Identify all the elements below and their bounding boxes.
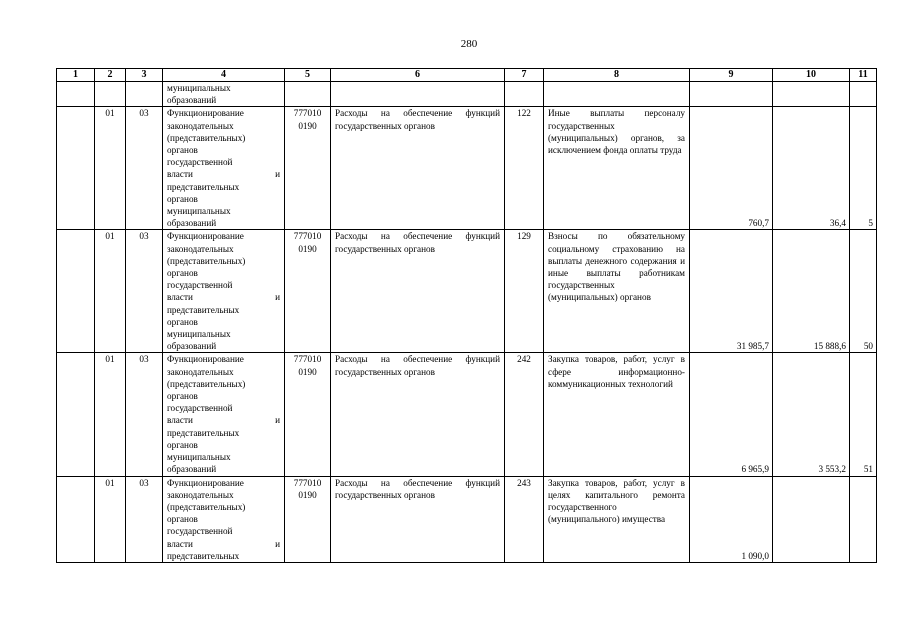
amount-col-10: 15 888,6	[773, 230, 850, 353]
expense-type-name: Закупка товаров, работ, услуг в сфере информационно-коммуникационных технологий	[544, 353, 690, 476]
header-col-5: 5	[285, 69, 331, 82]
expense-name: Расходы на обеспечение функций государственных органов	[331, 107, 505, 230]
amount-col-10	[773, 476, 850, 562]
header-col-10: 10	[773, 69, 850, 82]
section-code: 01	[95, 476, 126, 562]
table-row	[57, 476, 877, 562]
expense-type-code: 243	[505, 476, 544, 562]
table-row	[57, 107, 877, 230]
section-name: Функционирование законодательных (представительных) органов государственной власти и представительных	[163, 476, 285, 562]
expense-name: Расходы на обеспечение функций государственных органов	[331, 353, 505, 476]
expense-type-name: Взносы по обязательному социальному страхованию на выплаты денежного содержания и иные выплаты работникам государственных (муниципальных) органов	[544, 230, 690, 353]
amount-col-10: 36,4	[773, 107, 850, 230]
amount-col-9: 6 965,9	[690, 353, 773, 476]
header-col-6: 6	[331, 69, 505, 82]
subsection-code: 03	[126, 230, 163, 353]
header-col-11: 11	[850, 69, 877, 82]
section-code: 01	[95, 353, 126, 476]
target-article-code: 777010 0190	[285, 230, 331, 353]
section-code: 01	[95, 107, 126, 230]
header-col-3: 3	[126, 69, 163, 82]
header-col-7: 7	[505, 69, 544, 82]
amount-col-10: 3 553,2	[773, 353, 850, 476]
page-number: 280	[460, 38, 478, 50]
header-col-1: 1	[57, 69, 95, 82]
continuation-section-name: муниципальных образований	[163, 82, 285, 107]
header-col-4: 4	[163, 69, 285, 82]
amount-col-11: 50	[850, 230, 877, 353]
expense-type-code: 242	[505, 353, 544, 476]
subsection-code: 03	[126, 353, 163, 476]
table-row	[57, 353, 877, 476]
target-article-code: 777010 0190	[285, 107, 331, 230]
expense-type-code: 122	[505, 107, 544, 230]
header-col-2: 2	[95, 69, 126, 82]
amount-col-9: 760,7	[690, 107, 773, 230]
subsection-code: 03	[126, 107, 163, 230]
section-name: Функционирование законодательных (представительных) органов государственной власти и представительных органов муниципальных образований	[163, 230, 285, 353]
expense-name: Расходы на обеспечение функций государственных органов	[331, 476, 505, 562]
section-name: Функционирование законодательных (представительных) органов государственной власти и представительных органов муниципальных образований	[163, 353, 285, 476]
section-name: Функционирование законодательных (представительных) органов государственной власти и представительных органов муниципальных образований	[163, 107, 285, 230]
table-row	[57, 230, 877, 353]
expense-type-code: 129	[505, 230, 544, 353]
amount-col-11	[850, 476, 877, 562]
amount-col-9: 31 985,7	[690, 230, 773, 353]
amount-col-9: 1 090,0	[690, 476, 773, 562]
subsection-code: 03	[126, 476, 163, 562]
expense-name: Расходы на обеспечение функций государственных органов	[331, 230, 505, 353]
header-col-9: 9	[690, 69, 773, 82]
continuation-row	[57, 82, 877, 107]
budget-table	[56, 68, 877, 563]
expense-type-name: Иные выплаты персоналу государственных (муниципальных) органов, за исключением фонда оплаты труда	[544, 107, 690, 230]
amount-col-11: 51	[850, 353, 877, 476]
expense-type-name: Закупка товаров, работ, услуг в целях капитального ремонта государственного (муниципального) имущества	[544, 476, 690, 562]
section-code: 01	[95, 230, 126, 353]
target-article-code: 777010 0190	[285, 476, 331, 562]
target-article-code: 777010 0190	[285, 353, 331, 476]
header-col-8: 8	[544, 69, 690, 82]
header-row	[57, 69, 877, 82]
amount-col-11: 5	[850, 107, 877, 230]
